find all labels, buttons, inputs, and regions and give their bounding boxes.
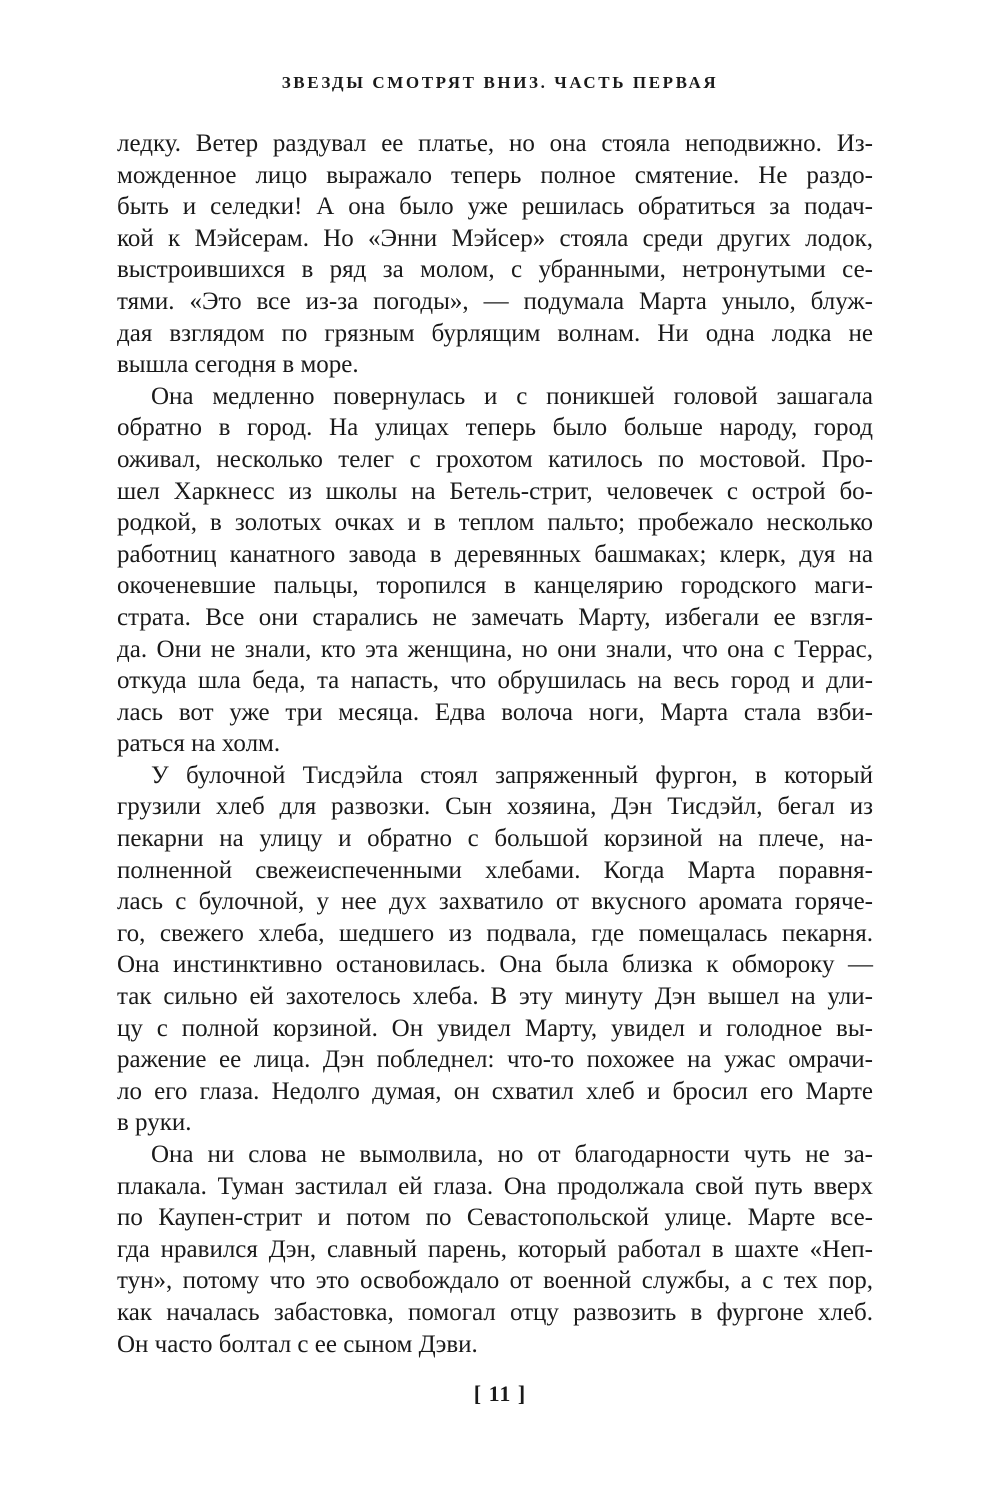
text-line: Она медленно повернулась и с поникшей головой зашагала — [151, 382, 873, 410]
text-line: ледку. Ветер раздувал ее платье, но она стояла неподвижно. Из- — [117, 130, 873, 157]
paragraph — [117, 381, 873, 760]
text-line: окоченевшие пальцы, торопился в канцелярию городского маги- — [117, 572, 873, 600]
text-line: пекарни на улицу и обратно с большой корзиной на плече, на- — [117, 825, 873, 853]
paragraph — [117, 1139, 873, 1360]
running-header: ЗВЕЗДЫ СМОТРЯТ ВНИЗ. ЧАСТЬ ПЕРВАЯ — [281, 73, 719, 92]
text-line: вышла сегодня в море. — [117, 351, 359, 379]
text-line: можденное лицо выражало теперь полное смятение. Не раздо- — [117, 161, 873, 189]
text-line: У булочной Тисдэйла стоял запряженный фургон, в который — [151, 761, 873, 789]
page-number: [ 11 ] — [473, 1381, 527, 1406]
text-line: по Каупен-стрит и потом по Севастопольской улице. Марте все- — [117, 1204, 873, 1232]
paragraph — [117, 760, 873, 1139]
text-line: раться на холм. — [117, 730, 281, 758]
text-line: обратно в город. На улицах теперь было больше народу, город — [117, 414, 873, 442]
text-line: шел Харкнесс из школы на Бетель-стрит, человечек с острой бо- — [117, 477, 873, 505]
text-line: как началась забастовка, помогал отцу развозить в фургоне хлеб. — [117, 1298, 873, 1326]
text-line: дая взглядом по грязным бурлящим волнам. Ни одна лодка не — [117, 319, 873, 347]
text-line: оживал, несколько телег с грохотом катилось по мостовой. Про- — [117, 445, 873, 473]
text-line: выстроившихся в ряд за молом, с убранными, нетронутыми се- — [117, 256, 873, 284]
text-line: работниц канатного завода в деревянных башмаках; клерк, дуя на — [117, 540, 873, 568]
text-line: Она ни слова не вымолвила, но от благодарности чуть не за- — [151, 1141, 873, 1168]
text-line: да. Они не знали, кто эта женщина, но они знали, что она с Террас, — [117, 635, 873, 663]
text-line: быть и селедки! А она было уже решилась обратиться за подач- — [117, 193, 873, 221]
text-line: лась с булочной, у нее дух захватило от вкусного аромата горяче- — [117, 888, 873, 916]
text-line: плакала. Туман застилал ей глаза. Она продолжала свой путь вверх — [117, 1172, 873, 1200]
text-line: в руки. — [117, 1109, 192, 1137]
text-line: кой к Мэйсерам. Но «Энни Мэйсер» стояла среди других лодок, — [117, 224, 873, 252]
text-line: тун», потому что это освобождало от военной службы, а с тех пор, — [117, 1267, 873, 1295]
text-line: откуда шла беда, та напасть, что обрушилась на весь город и дли- — [117, 667, 873, 695]
text-line: так сильно ей захотелось хлеба. В эту минуту Дэн вышел на ули- — [117, 983, 873, 1011]
body-text — [117, 128, 873, 1360]
text-line: Он часто болтал с ее сыном Дэви. — [117, 1330, 478, 1358]
text-line: лась вот уже три месяца. Едва волоча ноги, Марта стала взби- — [117, 698, 873, 726]
text-line: Она инстинктивно остановилась. Она была близка к обмороку — — [117, 951, 873, 979]
text-line: го, свежего хлеба, шедшего из подвала, где помещалась пекарня. — [117, 919, 873, 947]
text-line: ло его глаза. Недолго думая, он схватил хлеб и бросил его Марте — [117, 1077, 873, 1105]
text-line: страта. Все они старались не замечать Марту, избегали ее взгля- — [117, 603, 873, 631]
text-line: грузили хлеб для развозки. Сын хозяина, Дэн Тисдэйл, бегал из — [117, 793, 873, 821]
text-line: гда нравился Дэн, славный парень, который работал в шахте «Неп- — [117, 1235, 873, 1263]
paragraph — [117, 128, 873, 381]
text-line: полненной свежеиспеченными хлебами. Когда Марта поравня- — [117, 856, 873, 884]
text-line: родкой, в золотых очках и в теплом пальто; пробежало несколько — [117, 509, 873, 537]
text-line: тями. «Это все из-за погоды», — подумала Марта уныло, блуж- — [117, 287, 873, 315]
text-line: ражение ее лица. Дэн побледнел: что-то похожее на ужас омрачи- — [117, 1046, 873, 1074]
text-line: цу с полной корзиной. Он увидел Марту, увидел и голодное вы- — [117, 1014, 873, 1042]
